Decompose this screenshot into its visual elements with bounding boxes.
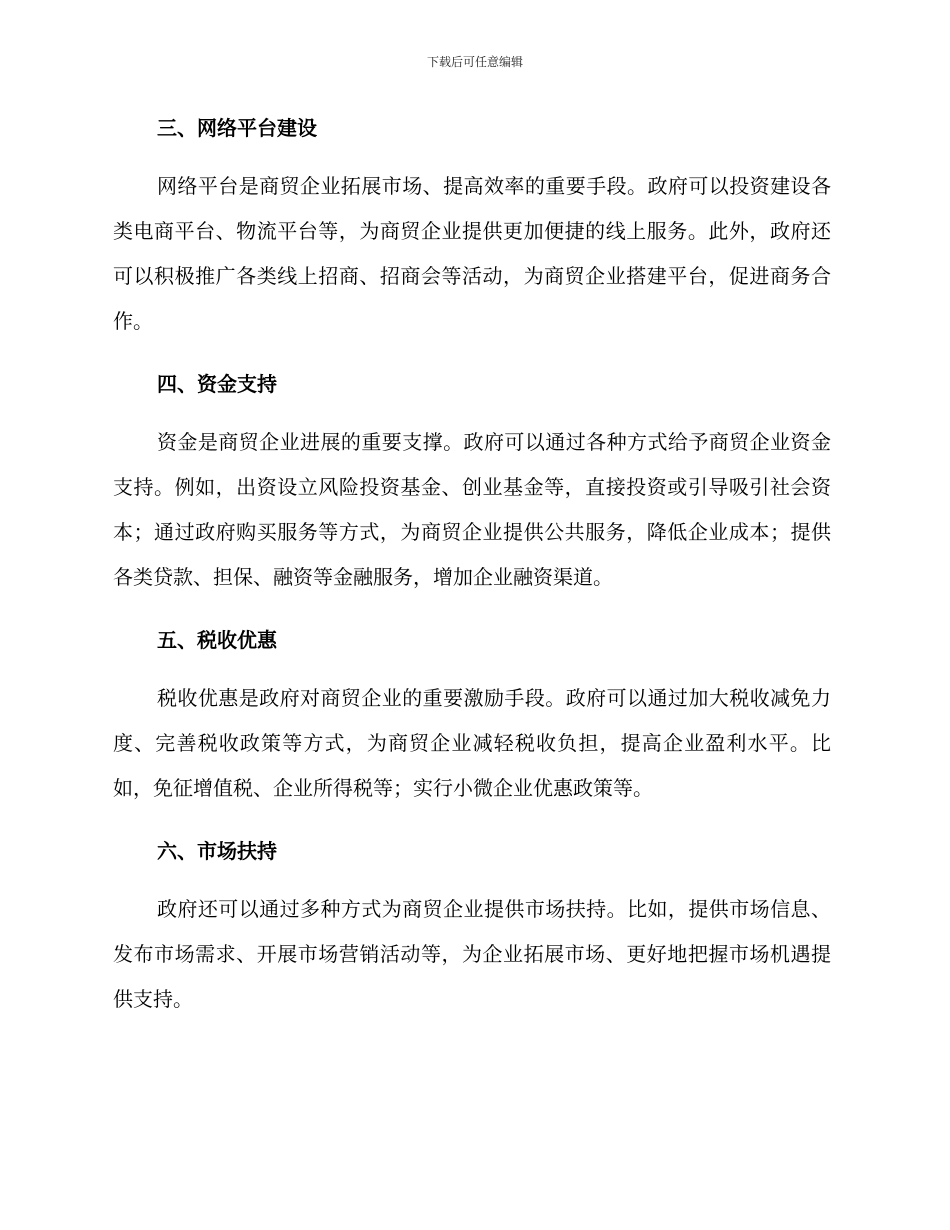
section-heading: 四、资金支持: [157, 372, 277, 396]
section-heading: 五、税收优惠: [157, 628, 277, 652]
section-paragraph: 税收优惠是政府对商贸企业的重要激励手段。政府可以通过加大税收减免力度、完善税收政策等方式，为商贸企业减轻税收负担，提高企业盈利水平。比如，免征增值税、企业所得税等；实行小微企业优惠政策等。: [113, 686, 831, 800]
section-tax-incentives: [113, 624, 831, 811]
section-paragraph: 网络平台是商贸企业拓展市场、提高效率的重要手段。政府可以投资建设各类电商平台、物流平台等，为商贸企业提供更加便捷的线上服务。此外，政府还可以积极推广各类线上招商、招商会等活动，为商贸企业搭建平台，促进商务合作。: [113, 174, 831, 333]
section-network-platform: [113, 112, 831, 344]
section-heading: 六、市场扶持: [157, 839, 277, 863]
section-market-support: [113, 835, 831, 1022]
section-heading: 三、网络平台建设: [157, 116, 317, 140]
section-funding-support: [113, 368, 831, 600]
section-paragraph: 政府还可以通过多种方式为商贸企业提供市场扶持。比如，提供市场信息、发布市场需求、开展市场营销活动等，为企业拓展市场、更好地把握市场机遇提供支持。: [113, 897, 831, 1011]
page-header-note: 下载后可任意编辑: [426, 55, 523, 69]
section-paragraph: 资金是商贸企业进展的重要支撑。政府可以通过各种方式给予商贸企业资金支持。例如，出资设立风险投资基金、创业基金等，直接投资或引导吸引社会资本；通过政府购买服务等方式，为商贸企业提供公共服务，降低企业成本；提供各类贷款、担保、融资等金融服务，增加企业融资渠道。: [113, 430, 831, 589]
document-body: [113, 112, 831, 1046]
